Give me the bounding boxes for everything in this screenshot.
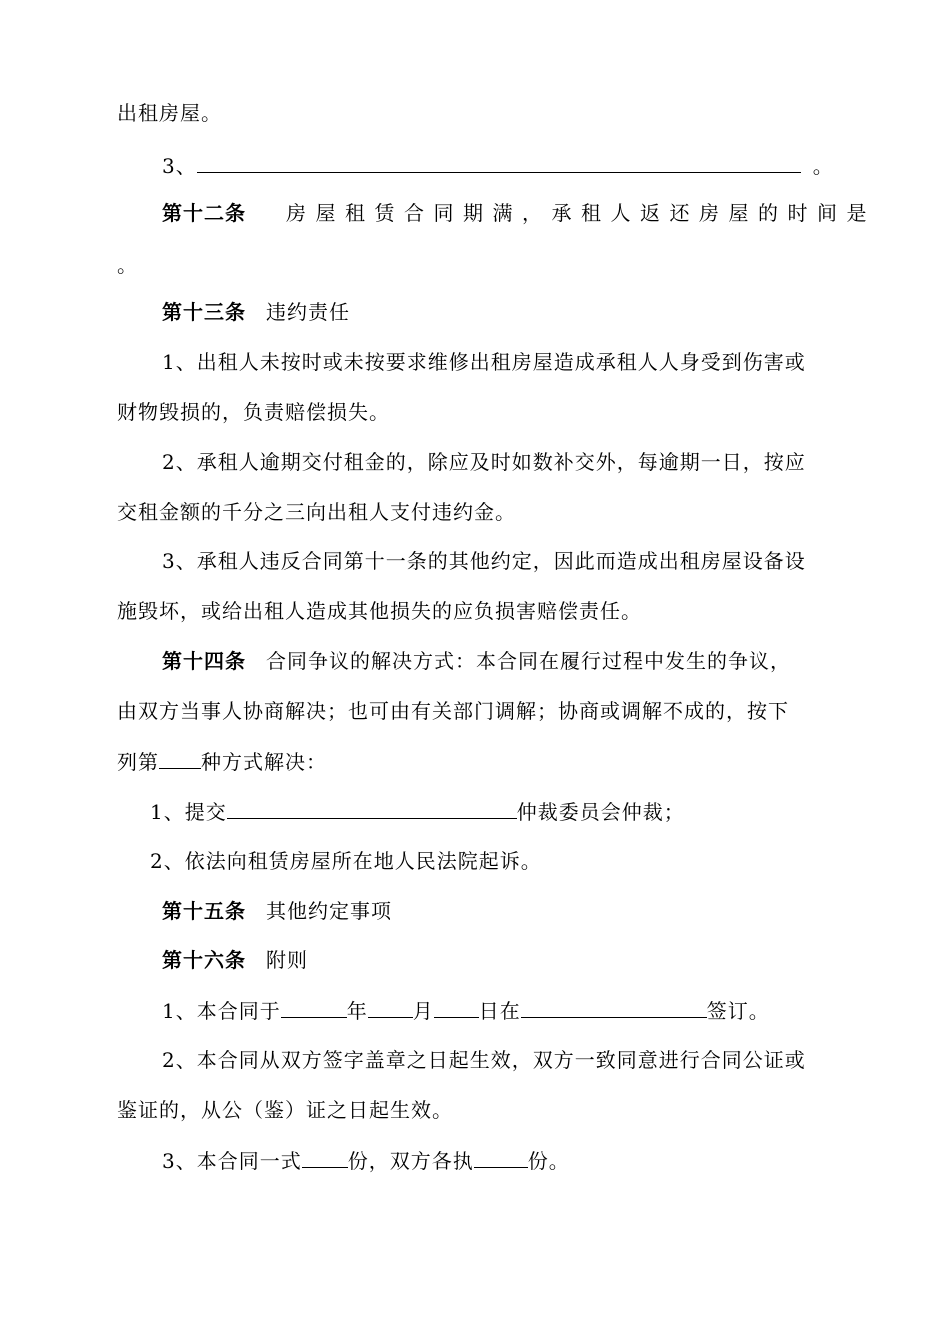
paragraph-line: 2、依法向租赁房屋所在地人民法院起诉。 — [150, 849, 542, 873]
fill-blank — [281, 995, 347, 1018]
clause-11-item-3: 3、 。 — [162, 150, 834, 181]
paragraph-line: 列第 种方式解决： — [117, 746, 327, 777]
fill-blank — [227, 796, 517, 819]
paragraph-line: 1、本合同于 年 月 日在 签订。 — [162, 995, 770, 1026]
paragraph-line: 3、本合同一式 份，双方各执 份。 — [162, 1145, 570, 1176]
paragraph-line: 财物毁损的，负责赔偿损失。 — [117, 400, 390, 424]
paragraph-line: 由双方当事人协商解决；也可由有关部门调解；协商或调解不成的，按下 — [117, 699, 789, 723]
paragraph-line: 1、提交 仲裁委员会仲裁； — [150, 796, 685, 827]
fill-blank — [368, 995, 413, 1018]
paragraph-line: 2、本合同从双方签字盖章之日起生效，双方一致同意进行合同公证或 — [162, 1048, 806, 1072]
article-heading: 第十五条 — [162, 899, 246, 923]
fill-blank — [474, 1145, 528, 1168]
fill-blank — [197, 150, 801, 173]
paragraph-line: 交租金额的千分之三向出租人支付违约金。 — [117, 500, 516, 524]
article-15: 第十五条 其他约定事项 — [162, 899, 392, 923]
article-13: 第十三条 违约责任 — [162, 300, 350, 324]
text-line: 。 — [117, 253, 138, 277]
paragraph-line: 1、出租人未按时或未按要求维修出租房屋造成承租人人身受到伤害或 — [162, 350, 806, 374]
fill-blank — [159, 746, 201, 769]
paragraph-line: 3、承租人违反合同第十一条的其他约定，因此而造成出租房屋设备设 — [162, 549, 806, 573]
fill-blank — [302, 1145, 348, 1168]
paragraph-line: 鉴证的，从公（鉴）证之日起生效。 — [117, 1098, 453, 1122]
article-heading: 第十三条 — [162, 300, 246, 324]
article-14: 第十四条 合同争议的解决方式：本合同在履行过程中发生的争议， — [162, 649, 791, 673]
article-12: 第十二条 房屋租赁合同期满，承租人返还房屋的时间是 — [162, 201, 876, 225]
paragraph-line: 2、承租人逾期交付租金的，除应及时如数补交外，每逾期一日，按应 — [162, 450, 806, 474]
article-16: 第十六条 附则 — [162, 948, 308, 972]
fill-blank — [521, 995, 707, 1018]
article-heading: 第十四条 — [162, 649, 246, 673]
article-heading: 第十六条 — [162, 948, 246, 972]
text-line: 出租房屋。 — [117, 101, 222, 125]
article-heading: 第十二条 — [162, 201, 246, 225]
paragraph-line: 施毁坏，或给出租人造成其他损失的应负损害赔偿责任。 — [117, 599, 642, 623]
fill-blank — [434, 995, 479, 1018]
